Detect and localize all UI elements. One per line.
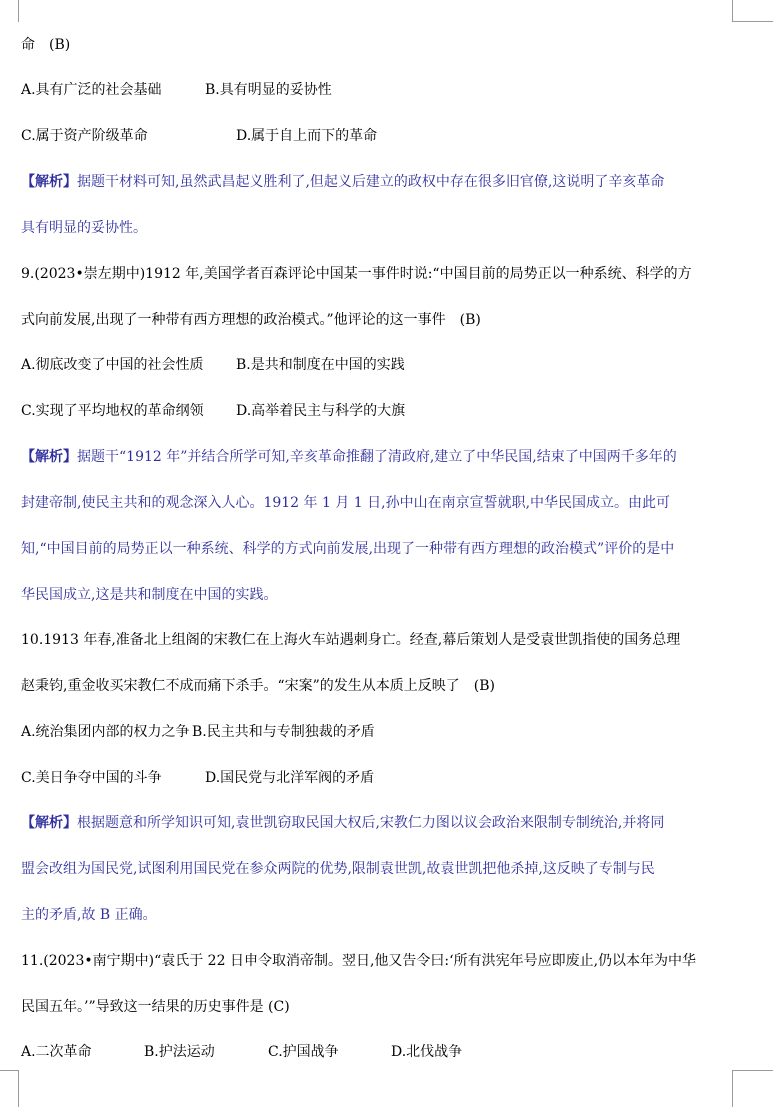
q8-option-c: C.属于资产阶级革命 bbox=[21, 128, 148, 144]
analysis-tag: 【解析】 bbox=[21, 449, 77, 465]
q9-analysis-line-4: 华民国成立,这是共和制度在中国的实践。 bbox=[21, 587, 278, 603]
crop-mark-top-left-v bbox=[18, 0, 19, 22]
q10-analysis-line-3: 主的矛盾,故 B 正确。 bbox=[21, 907, 157, 923]
crop-mark-bottom-left-h bbox=[0, 1070, 19, 1071]
crop-mark-top-right-h bbox=[732, 21, 773, 22]
crop-mark-bottom-left-v bbox=[18, 1070, 19, 1107]
q8-option-a: A.具有广泛的社会基础 bbox=[21, 82, 162, 98]
q10-option-a: A.统治集团内部的权力之争 bbox=[21, 724, 190, 740]
q11-stem-line-1: 11.(2023•南宁期中)“袁氏于 22 日申令取消帝制。翌日,他又告令曰:‘所有洪宪年号应即废止,仍以本年为中华 bbox=[21, 953, 697, 969]
q11-option-a: A.二次革命 bbox=[21, 1044, 92, 1060]
q9-stem-line-1: 9.(2023•崇左期中)1912 年,美国学者百森评论中国某一事件时说:“中国目前的局势正以一种系统、科学的方 bbox=[21, 266, 692, 282]
q10-analysis-line-1: 【解析】根据题意和所学知识可知,袁世凯窃取民国大权后,宋教仁力图以议会政治来限制专制统治,并将同 bbox=[21, 815, 665, 831]
q8-option-d: D.属于自上而下的革命 bbox=[236, 128, 378, 144]
q8-analysis-line-2: 具有明显的妥协性。 bbox=[21, 220, 147, 236]
q11-option-b: B.护法运动 bbox=[144, 1044, 215, 1060]
q9-analysis-line-3: 知,“中国目前的局势正以一种系统、科学的方式向前发展,出现了一种带有西方理想的政治模式”评价的是中 bbox=[21, 541, 675, 557]
q11-stem-line-2: 民国五年。’”导致这一结果的历史事件是 (C) bbox=[21, 999, 290, 1015]
q9-option-a: A.彻底改变了中国的社会性质 bbox=[21, 357, 204, 373]
crop-mark-bottom-right-h bbox=[732, 1070, 773, 1071]
q10-stem-line-1: 10.1913 年春,准备北上组阁的宋教仁在上海火车站遇刺身亡。经查,幕后策划人是受袁世凯指使的国务总理 bbox=[21, 632, 681, 648]
analysis-tag: 【解析】 bbox=[21, 174, 77, 190]
q8-option-b: B.具有明显的妥协性 bbox=[205, 82, 332, 98]
q10-option-b: B.民主共和与专制独裁的矛盾 bbox=[192, 724, 375, 740]
crop-mark-bottom-right-v bbox=[732, 1070, 733, 1107]
q8-analysis-line-1: 【解析】据题干材料可知,虽然武昌起义胜利了,但起义后建立的政权中存在很多旧官僚,这说明了辛亥革命 bbox=[21, 174, 665, 190]
q11-option-d: D.北伐战争 bbox=[391, 1044, 463, 1060]
q9-analysis-line-1: 【解析】据题干“1912 年”并结合所学可知,辛亥革命推翻了清政府,建立了中华民国,结束了中国两千多年的 bbox=[21, 449, 677, 465]
q9-option-b: B.是共和制度在中国的实践 bbox=[236, 357, 405, 373]
q8-stem-tail: 命 (B) bbox=[21, 37, 71, 53]
q9-analysis-line-2: 封建帝制,使民主共和的观念深入人心。1912 年 1 月 1 日,孙中山在南京宣誓就职,中华民国成立。由此可 bbox=[21, 495, 671, 511]
q9-option-c: C.实现了平均地权的革命纲领 bbox=[21, 403, 204, 419]
q9-stem-line-2: 式向前发展,出现了一种带有西方理想的政治模式。”他评论的这一事件 (B) bbox=[21, 312, 481, 328]
analysis-tag: 【解析】 bbox=[21, 815, 77, 831]
q10-stem-line-2: 赵秉钧,重金收买宋教仁不成而痛下杀手。“宋案”的发生从本质上反映了 (B) bbox=[21, 678, 495, 694]
crop-mark-top-right-v bbox=[732, 0, 733, 22]
q11-option-c: C.护国战争 bbox=[268, 1044, 339, 1060]
q10-option-c: C.美日争夺中国的斗争 bbox=[21, 770, 162, 786]
q10-option-d: D.国民党与北洋军阀的矛盾 bbox=[205, 770, 375, 786]
q10-analysis-line-2: 盟会改组为国民党,试图利用国民党在参众两院的优势,限制袁世凯,故袁世凯把他杀掉,这反映了专制与民 bbox=[21, 861, 655, 877]
q9-option-d: D.高举着民主与科学的大旗 bbox=[236, 403, 406, 419]
